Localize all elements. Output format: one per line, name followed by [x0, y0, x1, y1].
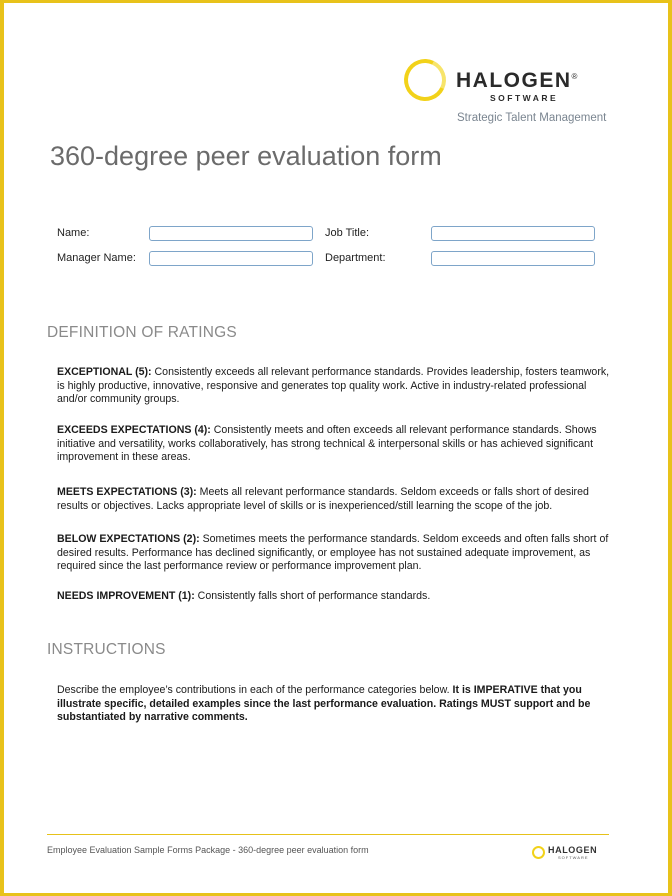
document-page	[4, 3, 668, 893]
instructions-heading: INSTRUCTIONS	[47, 641, 166, 658]
rating-below	[57, 533, 617, 574]
footer-package: Employee Evaluation Sample Forms Package	[47, 845, 231, 855]
rating-exceptional	[57, 366, 617, 407]
instructions-plain: Describe the employee’s contributions in each of the performance categories below.	[57, 684, 453, 696]
footer-divider	[47, 834, 609, 835]
rating-label: EXCEEDS EXPECTATIONS (4):	[57, 424, 211, 436]
rating-text: Consistently meets and often exceeds all relevant performance standards. Shows initiative and versatility, works collaboratively, has strong technical & interpersonal skills or has achieved significant improvement in these areas.	[57, 424, 597, 463]
rating-label: EXCEPTIONAL (5):	[57, 366, 152, 378]
footer-text	[47, 845, 369, 855]
rating-label: NEEDS IMPROVEMENT (1):	[57, 590, 195, 602]
rating-text: Consistently exceeds all relevant performance standards. Provides leadership, fosters teamwork, is highly productive, innovative, responsive and generates top quality work. Active in industry-related professional and/or community groups.	[57, 366, 610, 405]
ring-logo-icon	[398, 53, 452, 107]
halogen-logo	[404, 59, 614, 109]
footer-separator: -	[230, 845, 239, 855]
footer-form-name: 360-degree peer evaluation form	[238, 845, 369, 855]
page-title: 360-degree peer evaluation form	[50, 141, 442, 171]
footer-logo-name: HALOGEN	[548, 845, 598, 855]
department-field[interactable]	[431, 251, 595, 266]
ring-logo-icon	[532, 846, 545, 859]
logo-sub: SOFTWARE	[490, 93, 559, 103]
tagline: Strategic Talent Management	[457, 112, 607, 124]
manager-name-label: Manager Name:	[57, 252, 136, 264]
name-label: Name:	[57, 227, 90, 239]
manager-name-field[interactable]	[149, 251, 313, 266]
logo-name: HALOGEN®	[456, 69, 579, 92]
instructions-bold: It is IMPERATIVE that you illustrate specific, detailed examples since the last performance evaluation. Ratings MUST support and be substantiated by narrative comments.	[57, 684, 591, 723]
instructions-text	[57, 684, 619, 725]
job-title-label: Job Title:	[325, 227, 370, 239]
rating-label: MEETS EXPECTATIONS (3):	[57, 486, 197, 498]
rating-exceeds	[57, 424, 617, 465]
rating-needs-improvement	[57, 590, 617, 604]
department-label: Department:	[325, 252, 386, 264]
rating-meets	[57, 486, 617, 513]
footer-logo	[532, 845, 612, 861]
rating-text: Consistently falls short of performance standards.	[194, 590, 431, 602]
ratings-heading: DEFINITION OF RATINGS	[47, 324, 237, 341]
job-title-field[interactable]	[431, 226, 595, 241]
rating-label: BELOW EXPECTATIONS (2):	[57, 533, 200, 545]
rating-text: Sometimes meets the performance standards. Seldom exceeds and often falls short of desired results. Performance has declined significantly, or employee has not sustained adequate improvement, as required since the last performance review or performance improvement plan.	[57, 533, 609, 572]
name-field[interactable]	[149, 226, 313, 241]
rating-text: Meets all relevant performance standards. Seldom exceeds or falls short of desired results or objectives. Lacks appropriate level of skills or is inexperienced/still learning the scope of the job.	[57, 486, 589, 512]
footer-logo-sub: SOFTWARE	[558, 855, 589, 860]
